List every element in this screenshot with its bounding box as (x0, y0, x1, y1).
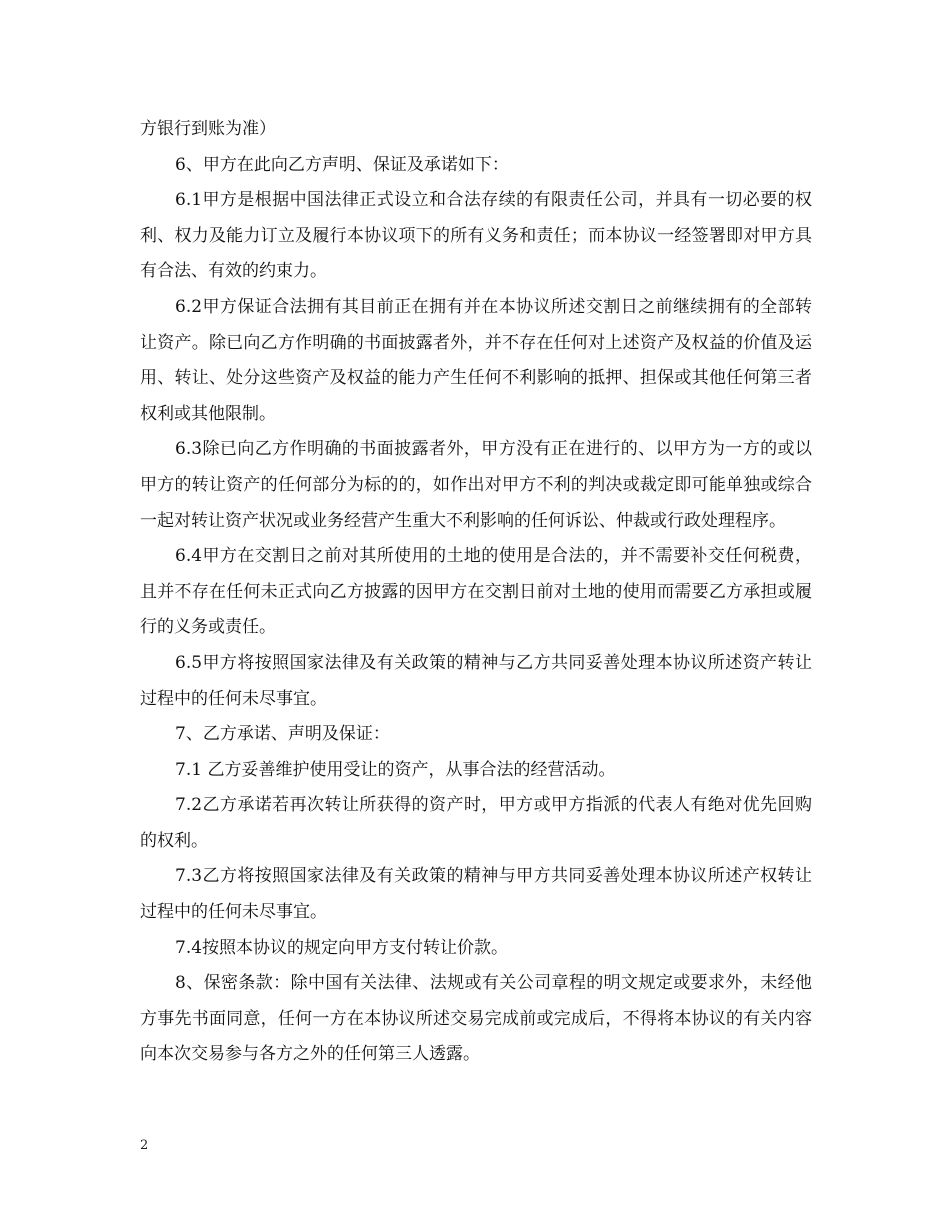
paragraph-clause-6-3: 6.3除已向乙方作明确的书面披露者外，甲方没有正在进行的、以甲方为一方的或以甲方的转让资产的任何部分为标的的，如作出对甲方不利的判决或裁定即可能单独或综合一起对转让资产状况或业务经营产生重大不利影响的任何诉讼、仲裁或行政处理程序。 (140, 439, 812, 531)
paragraph-clause-7-3: 7.3乙方将按照国家法律及有关政策的精神与甲方共同妥善处理本协议所述产权转让过程中的任何未尽事宜。 (140, 866, 812, 923)
paragraph-clause-6-1: 6.1甲方是根据中国法律正式设立和合法存续的有限责任公司，并具有一切必要的权利、权力及能力订立及履行本协议项下的所有义务和责任；而本协议一经签署即对甲方具有合法、有效的约束力。 (140, 190, 812, 282)
page-number: 2 (140, 1138, 149, 1153)
paragraph-clause-6: 6、甲方在此向乙方声明、保证及承诺如下： (175, 154, 509, 175)
paragraph-clause-8: 8、保密条款：除中国有关法律、法规或有关公司章程的明文规定或要求外，未经他方事先书面同意，任何一方在本协议所述交易完成前或完成后，不得将本协议的有关内容向本次交易参与各方之外的任何第三人透露。 (140, 973, 812, 1065)
paragraph-continuation: 方银行到账为准） (140, 119, 276, 139)
paragraph-clause-6-4: 6.4甲方在交割日之前对其所使用的土地的使用是合法的，并不需要补交任何税费，且并不存在任何未正式向乙方披露的因甲方在交割日前对土地的使用而需要乙方承担或履行的义务或责任。 (140, 546, 812, 638)
paragraph-clause-7-1: 7.1 乙方妥善维护使用受让的资产，从事合法的经营活动。 (175, 759, 616, 780)
paragraph-clause-6-5: 6.5甲方将按照国家法律及有关政策的精神与乙方共同妥善处理本协议所述资产转让过程中的任何未尽事宜。 (140, 652, 812, 709)
paragraph-clause-6-2: 6.2甲方保证合法拥有其目前正在拥有并在本协议所述交割日之前继续拥有的全部转让资产。除已向乙方作明确的书面披露者外，并不存在任何对上述资产及权益的价值及运用、转让、处分这些资产及权益的能力产生任何不利影响的抵押、担保或其他任何第三者权利或其他限制。 (140, 296, 812, 424)
paragraph-clause-7-2: 7.2乙方承诺若再次转让所获得的资产时，甲方或甲方指派的代表人有绝对优先回购的权利。 (140, 795, 812, 851)
paragraph-clause-7-4: 7.4按照本协议的规定向甲方支付转让价款。 (175, 937, 509, 958)
paragraph-clause-7: 7、乙方承诺、声明及保证： (175, 724, 390, 745)
document-body (140, 112, 812, 1073)
